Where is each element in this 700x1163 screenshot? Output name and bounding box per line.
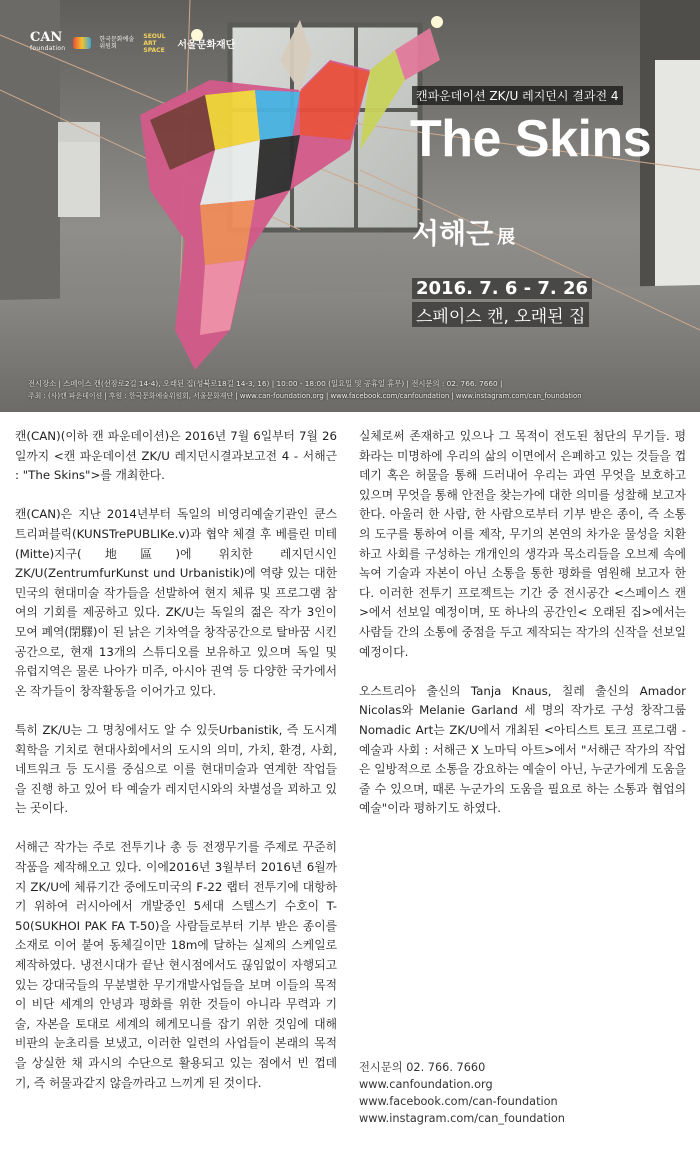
seoul-foundation-logo: 서울문화재단 [177,39,236,51]
can-foundation-logo: CAN foundation [30,30,66,52]
exhibition-dates: 2016. 7. 6 - 7. 26 [412,278,592,299]
artist-name: 서해근 [412,217,494,250]
contact-block [359,1059,679,1127]
paragraph: 서해근 작가는 주로 전투기나 총 등 전쟁무기를 주제로 꾸준히 작품을 제작해오고 있다. 이에2016년 3월부터 2016년 6월까지 ZK/U에 체류기간 중에도미국의 F-22 랩터 전투기에 대항하기 위하여 러시아에서 개발중인 5세대 스텔스기 수호이 T-50(SUKHOI PAK FA T-50)을 사람들로부터 기부 받은 종이를 소재로 이어 붙여 동체길이만 18m에 달하는 실제의 스케일로 제작하였다. 냉전시대가 끝난 현시점에서도 끊임없이 자행되고 있는 강대국들의 무분별한 무기개발사업들을 보며 이들의 목적이 비단 세계의 안녕과 평화를 위한 것들이 아니라 무력과 기술, 자본을 토대로 세계의 헤게모니를 잡기 위한 것임에 대해 비판의 눈초리를 보냈고, 이러한 일련의 사업들이 본래의 목적을 상실한 채 과시의 수단으로 활용되고 있는 점에서 빈 껍데기, 즉 허물과같지 않을까라고 느끼게 된 것이다. [15,840,337,1090]
gallery-photo [0,0,700,412]
paragraph: 캔(CAN)(이하 캔 파운데이션)은 2016년 7월 6일부터 7월 26일까지 <캔 파운데이션 ZK/U 레지던시결과보고전 4 - 서해근 : "The Skins">를 개최한다. [15,429,337,483]
arts-council-icon [73,37,91,49]
exhibition-poster [0,0,700,412]
paragraph: 특히 ZK/U는 그 명칭에서도 알 수 있듯Urbanistik, 즉 도시계획학을 기치로 현대사회에서의 도시의 의미, 가치, 환경, 사회, 네트워크 등 도시를 중심으로 이를 현대미술과 연계한 작업들을 진행 하고 있어 타 예술가 레지던시와의 차별성을 꾀하고 있는 곳이다. [15,722,337,816]
body-left-column [15,427,337,1113]
poster-info-line-1: 전시장소 | 스페이스 캔(선잠로2길 14-4), 오래된 집(성북로18길 14-3, 16) | 10:00 - 18:00 (일요일 및 공휴일 휴무) | 전시문의 : 02. 766. 7660 | [28,379,503,388]
arts-council-logo: 한국문화예술위원회 [99,36,135,50]
seoul-art-space-logo: SEOUL ART SPACE [143,32,166,54]
exhibition-title: The Skins [410,110,652,168]
body-right-column [359,427,686,838]
contact-instagram-link[interactable]: www.instagram.com/can_foundation [359,1112,565,1125]
artist-heading [412,212,515,252]
sponsor-logos [30,32,235,54]
poster-info-line-2: 주최 : (사)캔 파운데이션 | 후원 : 한국문화예술위원회, 서울문화재단 | www.can-foundation.org | www.facebook.com/canfoundation | www.instagram.com/can_foundation [28,392,582,400]
paragraph: 실체로써 존재하고 있으나 그 목적이 전도된 첨단의 무기들. 평화라는 미명하에 우리의 삶의 이면에서 은폐하고 있는 것들을 껍데기 혹은 허물을 통해 드러내어 우리는 과연 무엇을 보호하고 있으며 무엇을 통해 안전을 찾는가에 대한 의미를 성찰해 보고자 한다. 아울러 한 사람, 한 사람으로부터 기부 받은 종이, 즉 소통의 도구를 통하여 이를 제작, 무기의 본연의 차가운 물성을 치환하고 사회를 구성하는 개개인의 생각과 목소리들을 오브제 속에 녹여 기술과 자본이 아닌 소통을 통한 평화를 염원해 보고자 한다. 이러한 전투기 프로젝트는 기간 중 전시공간 <스페이스 캔>에서 선보일 예정이며, 또 하나의 공간인< 오래된 집>에서는 사람들 간의 소통에 중점을 두고 제작되는 작가의 신작을 선보일 예정이다. [359,429,686,659]
exhibition-venue: 스페이스 캔, 오래된 집 [412,302,589,327]
poster-info [28,377,692,403]
contact-facebook-link[interactable]: www.facebook.com/can-foundation [359,1095,558,1108]
contact-phone: 전시문의 02. 766. 7660 [359,1061,486,1074]
exhibition-subtitle: 캔파운데이션 ZK/U 레지던시 결과전 4 [412,86,623,105]
paragraph: 캔(CAN)은 지난 2014년부터 독일의 비영리예술기관인 쿤스트리퍼블릭(KUNSTrePUBLIKe.v)과 협약 체결 후 베를린 미테(Mitte)지구(地區)에 위치한 레지던시인 ZK/U(ZentrumfurKunst und Urbanistik)에 역량 있는 대한민국의 현대미술 작가들을 선발하여 현지 체류 및 프로그램 참여의 기회를 제공하고 있다. ZK/U는 독일의 젊은 작가 3인이 모여 폐역(閉驛)이 된 낡은 기차역을 창작공간으로 탈바꿈 시킨 공간으로, 현재 13개의 스튜디오를 보유하고 있으며 독일 및 유럽지역은 물론 나아가 미주, 아시아 권역 등 다양한 국가에서 온 작가들이 창작활동을 이어가고 있다. [15,507,337,698]
paragraph: 오스트리아 출신의 Tanja Knaus, 칠레 출신의 Amador Nicolas와 Melanie Garland 세 명의 작가로 구성 창작그룹 Nomadic Art는 ZK/U에서 개최된 <아티스트 토크 프로그램 - 예술과 사회 : 서해근 X 노마딕 아트>에서 "서해근 작가의 작업은 일방적으로 소통을 강요하는 예술이 아닌, 누군가에게 도움을 줄 수 있으며, 때론 누군가의 도움을 필요로 하는 소통과 협업의 예술"이라 평하기도 하였다. [359,683,686,816]
contact-website-link[interactable]: www.canfoundation.org [359,1078,493,1091]
artist-suffix: 展 [497,227,516,248]
